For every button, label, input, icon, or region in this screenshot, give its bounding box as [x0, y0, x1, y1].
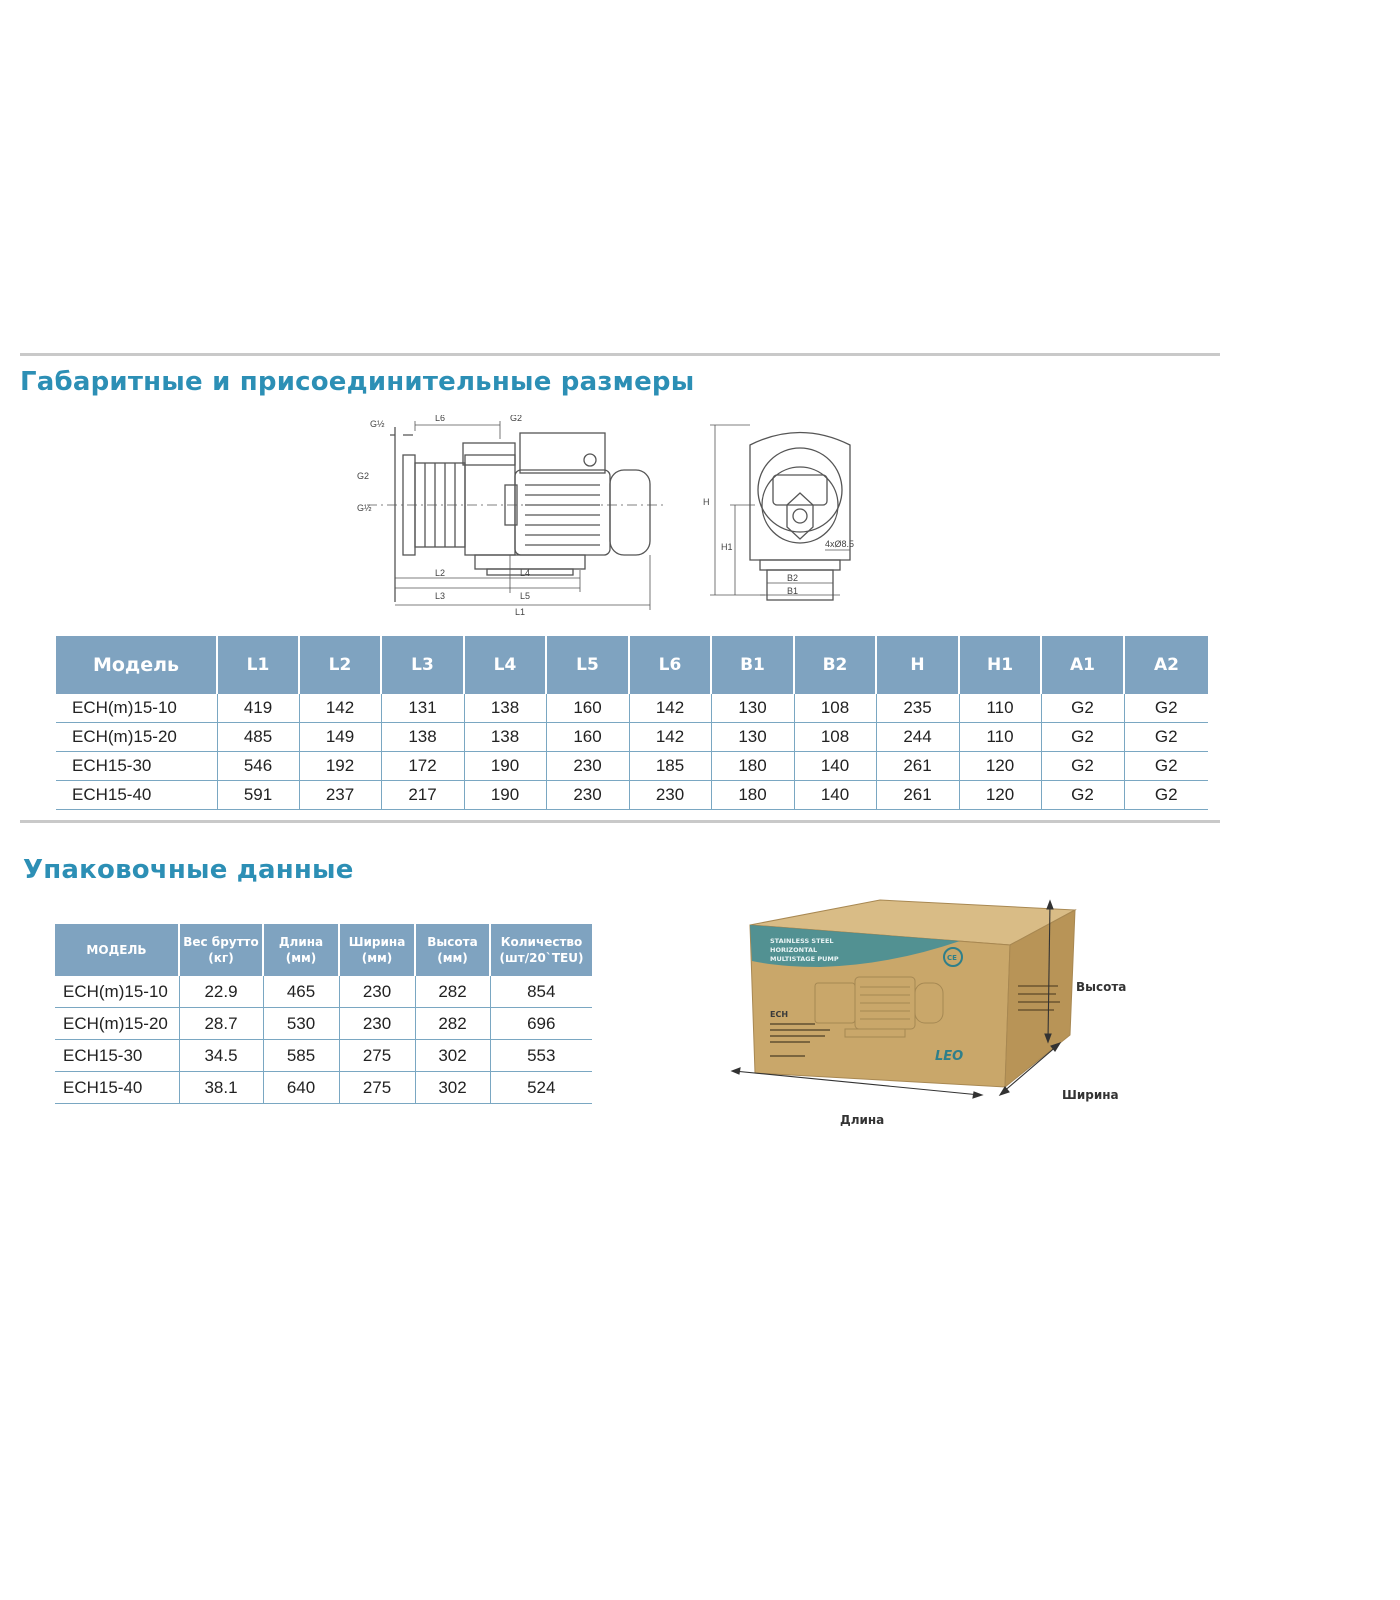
label-g2-left: G2 — [357, 471, 370, 481]
label-g-half-bottom: G½ — [357, 503, 372, 513]
table-row — [55, 1072, 592, 1104]
svg-text:MULTISTAGE PUMP: MULTISTAGE PUMP — [770, 955, 839, 963]
cell: 546 — [217, 752, 299, 781]
cell: 282 — [415, 976, 490, 1008]
top-divider — [20, 353, 1220, 356]
cell: 34.5 — [179, 1040, 263, 1072]
cell: 230 — [339, 1008, 415, 1040]
table-row — [56, 723, 1208, 752]
pump-side-view — [367, 421, 665, 610]
cell: 591 — [217, 781, 299, 810]
cell: 524 — [490, 1072, 592, 1104]
cell: G2 — [1124, 694, 1208, 723]
cell: 235 — [876, 694, 959, 723]
label-l4: L4 — [520, 568, 531, 578]
svg-text:ECH: ECH — [770, 1010, 789, 1019]
middle-divider — [20, 820, 1220, 823]
cell: 185 — [629, 752, 711, 781]
cell: 282 — [415, 1008, 490, 1040]
cell: 585 — [263, 1040, 339, 1072]
cell: 28.7 — [179, 1008, 263, 1040]
cell: 108 — [794, 723, 876, 752]
cell: 180 — [711, 752, 794, 781]
table-row — [56, 781, 1208, 810]
cell: 237 — [299, 781, 381, 810]
table-row — [55, 976, 592, 1008]
cell: 142 — [629, 694, 711, 723]
header-b2: B2 — [794, 636, 876, 694]
label-b2: B2 — [787, 573, 799, 583]
cell: 149 — [299, 723, 381, 752]
cell: 419 — [217, 694, 299, 723]
cell: 275 — [339, 1040, 415, 1072]
cell: 854 — [490, 976, 592, 1008]
header-h1: H1 — [959, 636, 1041, 694]
label-h: H — [703, 497, 710, 507]
header-l6: L6 — [629, 636, 711, 694]
packing-title: Упаковочные данные — [23, 855, 354, 885]
cell: 302 — [415, 1040, 490, 1072]
cell: 142 — [299, 694, 381, 723]
label-b1: B1 — [787, 586, 799, 596]
table-row — [55, 1040, 592, 1072]
cell: 192 — [299, 752, 381, 781]
cell: 530 — [263, 1008, 339, 1040]
cell: 190 — [464, 752, 546, 781]
header-l4: L4 — [464, 636, 546, 694]
cell: 230 — [339, 976, 415, 1008]
pump-end-view — [710, 425, 850, 600]
cell: 230 — [546, 781, 629, 810]
box-length-label: Длина — [840, 1113, 885, 1127]
header-height: Высота (мм) — [415, 924, 490, 976]
svg-text:HORIZONTAL: HORIZONTAL — [770, 946, 818, 954]
cell: 172 — [381, 752, 464, 781]
header-h: H — [876, 636, 959, 694]
header-l3: L3 — [381, 636, 464, 694]
pump-technical-drawing — [355, 415, 905, 630]
header-model: Модель — [56, 636, 217, 694]
cell: 138 — [464, 723, 546, 752]
cell: 131 — [381, 694, 464, 723]
svg-text:STAINLESS STEEL: STAINLESS STEEL — [770, 937, 834, 945]
table-row — [56, 752, 1208, 781]
header-length: Длина (мм) — [263, 924, 339, 976]
cell: 244 — [876, 723, 959, 752]
cell: G2 — [1124, 781, 1208, 810]
header-model: МОДЕЛЬ — [55, 924, 179, 976]
cell: 160 — [546, 723, 629, 752]
svg-text:CE: CE — [947, 954, 957, 962]
table-row — [56, 694, 1208, 723]
cell: 465 — [263, 976, 339, 1008]
cell: G2 — [1124, 752, 1208, 781]
cell: 640 — [263, 1072, 339, 1104]
header-b1: B1 — [711, 636, 794, 694]
cell: G2 — [1041, 694, 1124, 723]
cell: 696 — [490, 1008, 592, 1040]
dimensions-table — [56, 636, 1208, 810]
cell: 230 — [546, 752, 629, 781]
label-l3: L3 — [435, 591, 446, 601]
header-l5: L5 — [546, 636, 629, 694]
cell: 130 — [711, 694, 794, 723]
cell: 217 — [381, 781, 464, 810]
cell-model: ECH15-40 — [56, 781, 217, 810]
packing-table — [55, 924, 592, 1104]
label-l2: L2 — [435, 568, 446, 578]
dimensions-header-row — [56, 636, 1208, 694]
cell: 120 — [959, 781, 1041, 810]
header-width: Ширина (мм) — [339, 924, 415, 976]
cell: 138 — [381, 723, 464, 752]
dimensions-title: Габаритные и присоединительные размеры — [20, 367, 695, 397]
packing-header-row — [55, 924, 592, 976]
cell-model: ECH(m)15-10 — [56, 694, 217, 723]
cell: 142 — [629, 723, 711, 752]
cell: G2 — [1124, 723, 1208, 752]
cell: 261 — [876, 781, 959, 810]
cell: 138 — [464, 694, 546, 723]
header-l2: L2 — [299, 636, 381, 694]
label-l5: L5 — [520, 591, 531, 601]
svg-text:LEO: LEO — [935, 1049, 964, 1064]
cell: 302 — [415, 1072, 490, 1104]
cell: 130 — [711, 723, 794, 752]
label-g2-top: G2 — [510, 415, 523, 423]
cell-model: ECH(m)15-20 — [55, 1008, 179, 1040]
cell: 38.1 — [179, 1072, 263, 1104]
cell-model: ECH(m)15-20 — [56, 723, 217, 752]
cell: 140 — [794, 781, 876, 810]
label-g-half-top: G½ — [370, 419, 385, 429]
label-l6: L6 — [435, 415, 446, 423]
box-height-label: Высота — [1076, 980, 1127, 994]
cell-model: ECH15-40 — [55, 1072, 179, 1104]
label-holes: 4xØ8.5 — [825, 539, 855, 549]
cell: 261 — [876, 752, 959, 781]
cell: G2 — [1041, 781, 1124, 810]
cell: 140 — [794, 752, 876, 781]
header-gross-weight: Вес брутто (кг) — [179, 924, 263, 976]
label-l1: L1 — [515, 607, 526, 617]
cell: 190 — [464, 781, 546, 810]
table-row — [55, 1008, 592, 1040]
header-a2: A2 — [1124, 636, 1208, 694]
cell: 120 — [959, 752, 1041, 781]
cell: G2 — [1041, 752, 1124, 781]
label-h1: H1 — [721, 542, 733, 552]
cell: 230 — [629, 781, 711, 810]
header-a1: A1 — [1041, 636, 1124, 694]
cell: G2 — [1041, 723, 1124, 752]
cell-model: ECH15-30 — [55, 1040, 179, 1072]
box-width-label: Ширина — [1062, 1088, 1119, 1102]
cell: 108 — [794, 694, 876, 723]
cell: 110 — [959, 723, 1041, 752]
cell: 180 — [711, 781, 794, 810]
header-quantity: Количество (шт/20`TEU) — [490, 924, 592, 976]
cell-model: ECH(m)15-10 — [55, 976, 179, 1008]
cell-model: ECH15-30 — [56, 752, 217, 781]
cell: 485 — [217, 723, 299, 752]
cell: 553 — [490, 1040, 592, 1072]
header-l1: L1 — [217, 636, 299, 694]
cell: 110 — [959, 694, 1041, 723]
cell: 275 — [339, 1072, 415, 1104]
cell: 22.9 — [179, 976, 263, 1008]
cell: 160 — [546, 694, 629, 723]
